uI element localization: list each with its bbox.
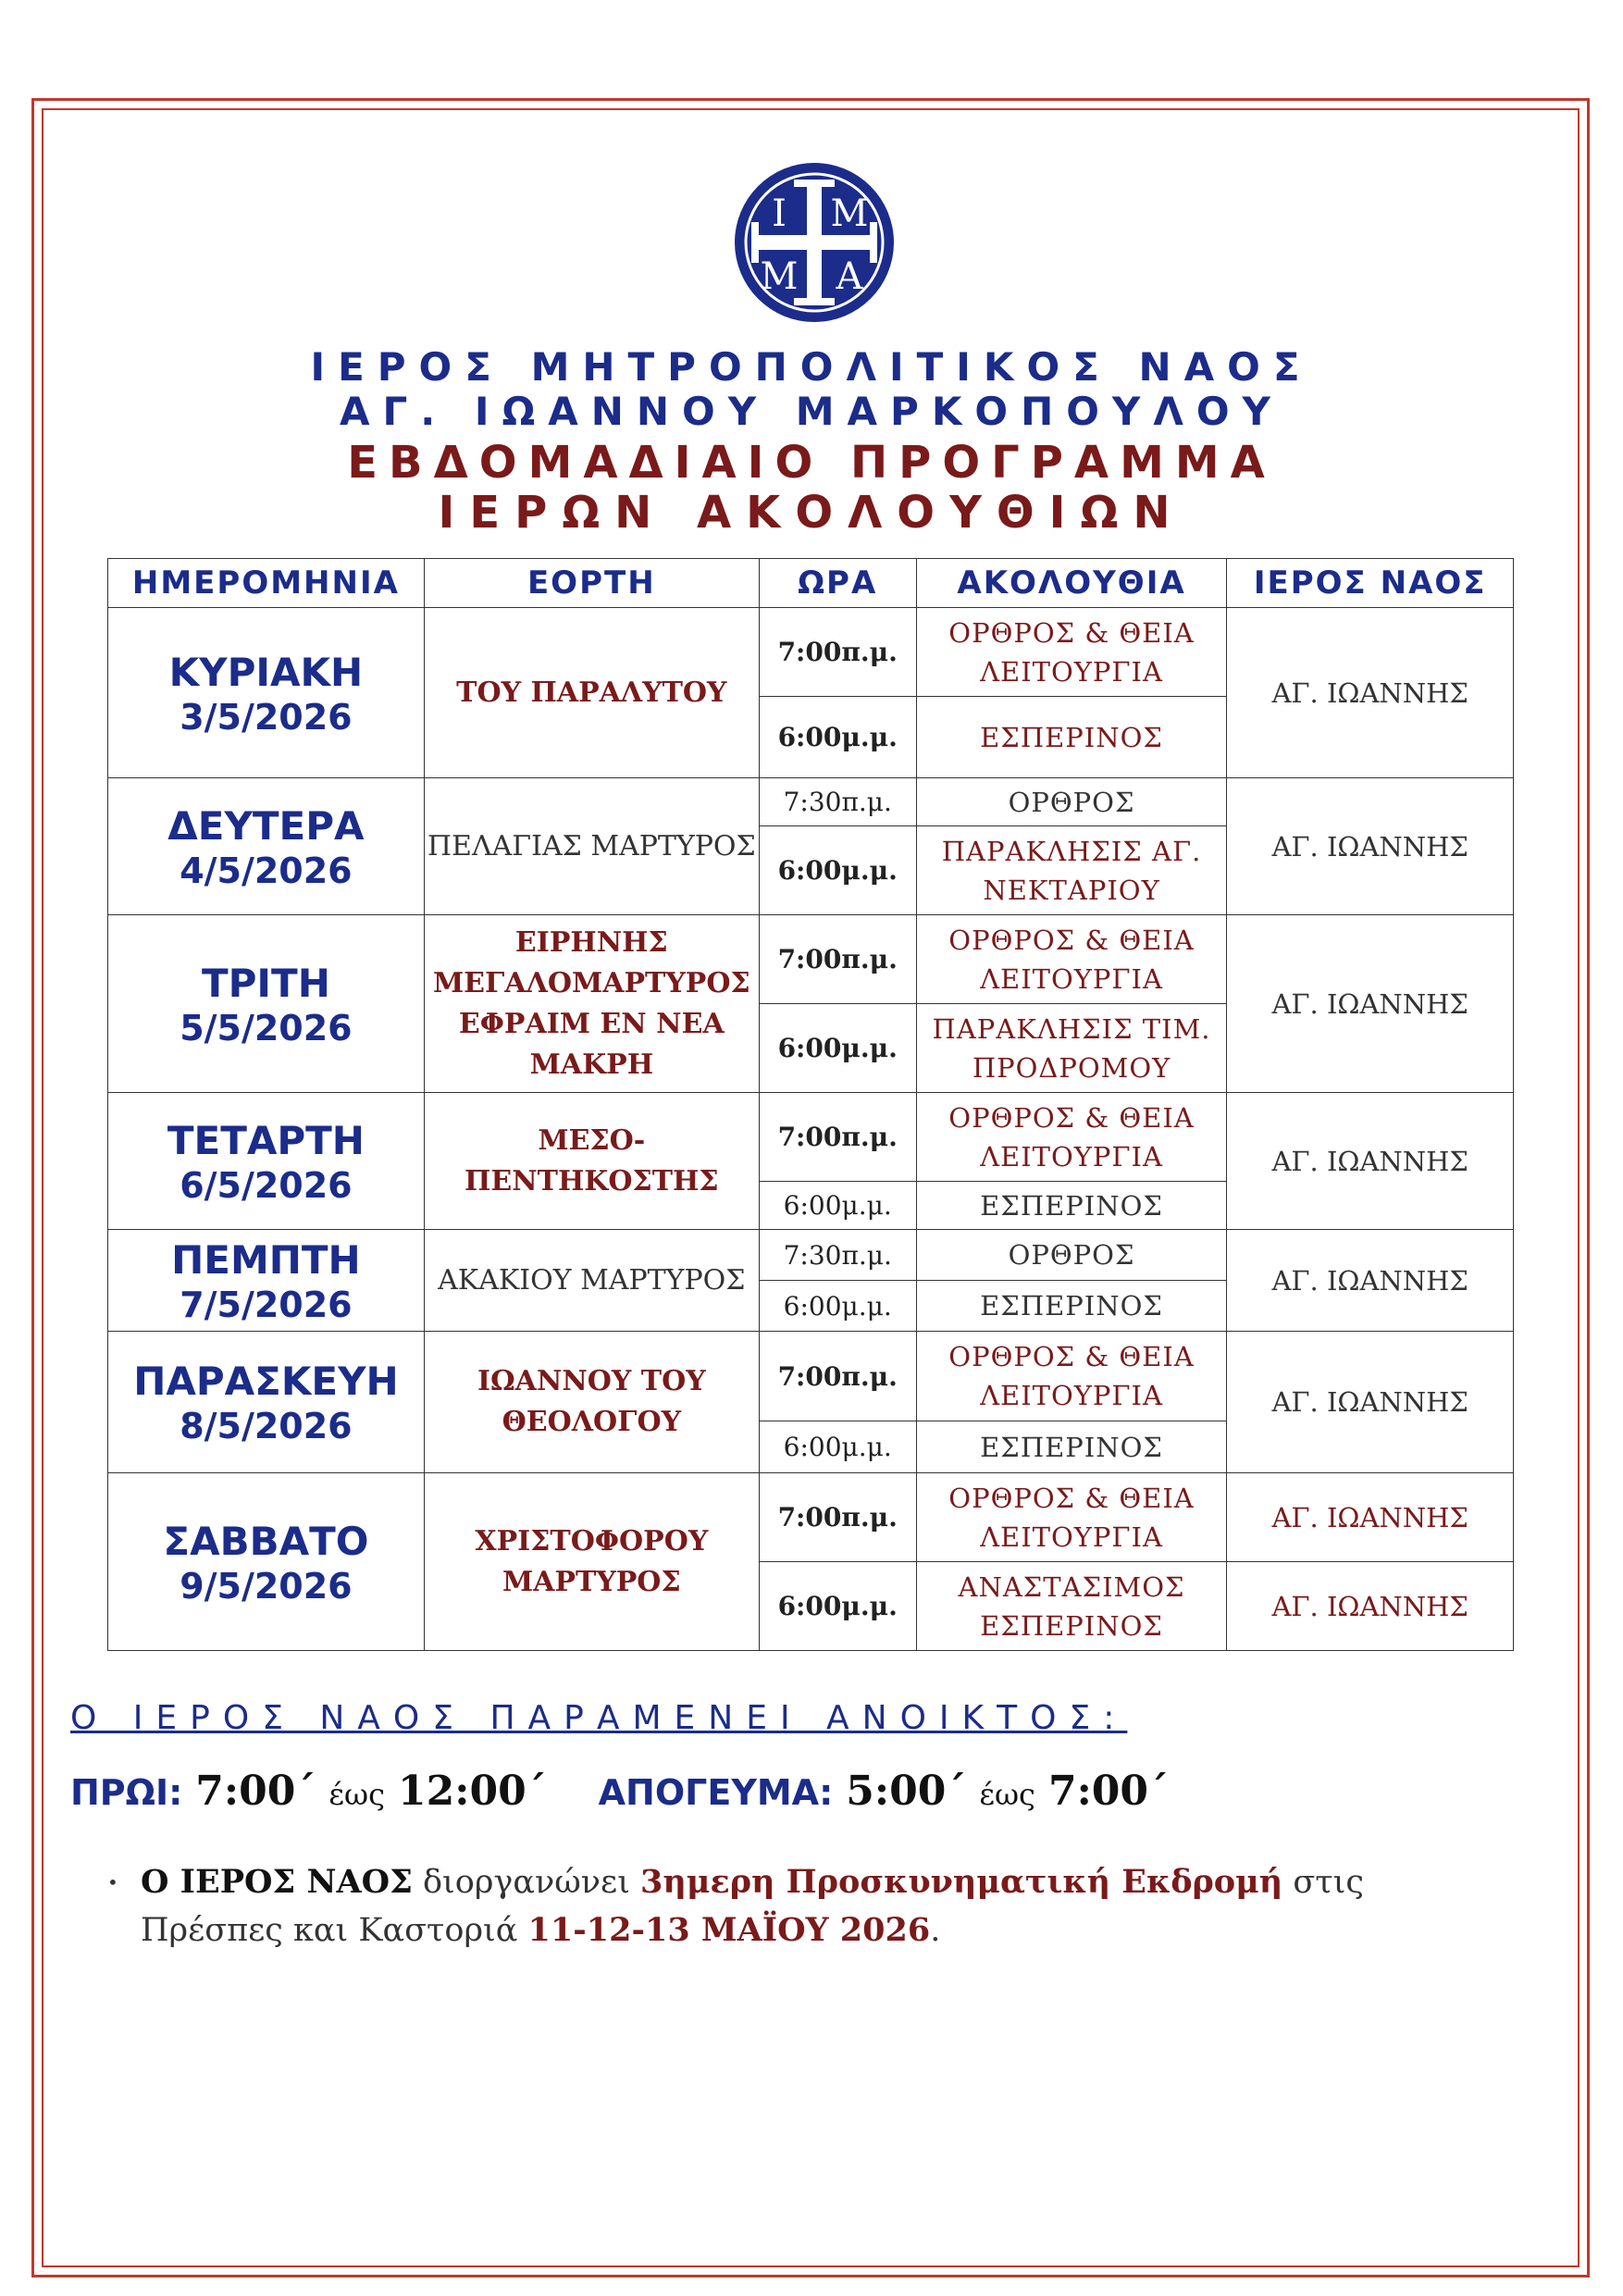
header-line-4: ΙΕΡΩΝ ΑΚΟΛΟΥΘΙΩΝ <box>438 487 1185 539</box>
service-time: 6:00μ.μ. <box>759 826 916 915</box>
col-header-service: ΑΚΟΛΟΥΘΙΑ <box>916 559 1227 608</box>
church-cell: ΑΓ. ΙΩΑΝΝΗΣ <box>1227 915 1514 1093</box>
header-line-2: ΑΓ. ΙΩΑΝΝΟΥ ΜΑΡΚΟΠΟΥΛΟΥ <box>340 389 1283 434</box>
day-date: 3/5/2026 <box>180 696 353 738</box>
col-header-time: ΩΡΑ <box>759 559 916 608</box>
announcement-part: 3ημερη Προσκυνηματική Εκδρομή <box>640 1863 1283 1901</box>
service-time: 7:30π.μ. <box>759 778 916 826</box>
church-cell: ΑΓ. ΙΩΑΝΝΗΣ <box>1227 778 1514 915</box>
table-row <box>108 915 1514 1004</box>
service-time: 7:00π.μ. <box>759 1473 916 1562</box>
service-name: ΕΣΠΕΡΙΝΟΣ <box>916 1182 1227 1230</box>
announcement <box>107 1858 1514 1955</box>
service-name: ΠΑΡΑΚΛΗΣΙΣ ΤΙΜ. ΠΡΟΔΡΟΜΟΥ <box>916 1004 1227 1093</box>
church-logo <box>731 159 898 326</box>
day-name: ΔΕΥΤΕΡΑ <box>167 802 365 849</box>
morning-to-word: έως <box>328 1777 385 1812</box>
col-header-date: ΗΜΕΡΟΜΗΝΙΑ <box>108 559 425 608</box>
service-time: 7:30π.μ. <box>759 1230 916 1281</box>
service-name: ΟΡΘΡΟΣ & ΘΕΙΑ ΛΕΙΤΟΥΡΓΙΑ <box>916 608 1227 697</box>
announcement-part: 11-12-13 ΜΑΪΟΥ 2026 <box>527 1911 931 1949</box>
morning-label: ΠΡΩΙ: <box>70 1772 183 1813</box>
announcement-part: στις Πρέσπες και Καστοριά <box>141 1864 1364 1949</box>
feast-cell: ΜΕΣΟ- ΠΕΝΤΗΚΟΣΤΗΣ <box>424 1093 759 1230</box>
service-name: ΟΡΘΡΟΣ <box>916 1230 1227 1281</box>
feast-cell: ΙΩΑΝΝΟΥ ΤΟΥ ΘΕΟΛΟΓΟΥ <box>424 1332 759 1473</box>
announcement-part: . <box>930 1912 941 1949</box>
feast-cell: ΧΡΙΣΤΟΦΟΡΟΥ ΜΑΡΤΥΡΟΣ <box>424 1473 759 1651</box>
day-date: 7/5/2026 <box>180 1284 353 1325</box>
logo-letter: Μ <box>760 255 799 298</box>
opening-hours-line <box>70 1768 1169 1815</box>
table-row <box>108 778 1514 826</box>
church-cell: ΑΓ. ΙΩΑΝΝΗΣ <box>1227 1562 1514 1651</box>
feast-cell: ΠΕΛΑΓΙΑΣ ΜΑΡΤΥΡΟΣ <box>424 778 759 915</box>
day-name: ΤΡΙΤΗ <box>201 960 330 1006</box>
afternoon-to-word: έως <box>979 1777 1035 1812</box>
table-header-row <box>108 559 1514 608</box>
service-time: 6:00μ.μ. <box>759 1562 916 1651</box>
service-time: 7:00π.μ. <box>759 1093 916 1182</box>
table-row <box>108 1230 1514 1281</box>
day-name: ΤΕΤΑΡΤΗ <box>167 1117 365 1163</box>
service-time: 6:00μ.μ. <box>759 697 916 778</box>
col-header-feast: ΕΟΡΤΗ <box>424 559 759 608</box>
header-line-1: ΙΕΡΟΣ ΜΗΤΡΟΠΟΛΙΤΙΚΟΣ ΝΑΟΣ <box>310 344 1313 390</box>
day-date: 4/5/2026 <box>180 850 353 891</box>
header-line-3: ΕΒΔΟΜΑΔΙΑΙΟ ΠΡΟΓΡΑΜΜΑ <box>347 437 1276 489</box>
service-name: ΟΡΘΡΟΣ & ΘΕΙΑ ΛΕΙΤΟΥΡΓΙΑ <box>916 1332 1227 1421</box>
table-row <box>108 608 1514 697</box>
service-time: 6:00μ.μ. <box>759 1421 916 1473</box>
service-name: ΟΡΘΡΟΣ & ΘΕΙΑ ΛΕΙΤΟΥΡΓΙΑ <box>916 1473 1227 1562</box>
day-date: 9/5/2026 <box>180 1565 353 1607</box>
service-time: 7:00π.μ. <box>759 608 916 697</box>
day-cell <box>108 608 425 778</box>
service-name: ΑΝΑΣΤΑΣΙΜΟΣ ΕΣΠΕΡΙΝΟΣ <box>916 1562 1227 1651</box>
day-name: ΠΑΡΑΣΚΕΥΗ <box>133 1359 399 1404</box>
bullet-icon: • <box>107 1871 118 1893</box>
morning-to: 12:00΄ <box>397 1768 547 1815</box>
service-time: 7:00π.μ. <box>759 915 916 1004</box>
service-time: 6:00μ.μ. <box>759 1182 916 1230</box>
afternoon-from: 5:00΄ <box>846 1768 967 1815</box>
service-name: ΕΣΠΕΡΙΝΟΣ <box>916 1281 1227 1332</box>
church-cell: ΑΓ. ΙΩΑΝΝΗΣ <box>1227 1332 1514 1473</box>
table-row <box>108 1332 1514 1421</box>
logo-letter: Ι <box>772 192 787 235</box>
service-name: ΟΡΘΡΟΣ & ΘΕΙΑ ΛΕΙΤΟΥΡΓΙΑ <box>916 1093 1227 1182</box>
opening-hours-title: Ο ΙΕΡΟΣ ΝΑΟΣ ΠΑΡΑΜΕΝΕΙ ΑΝΟΙΚΤΟΣ: <box>70 1699 1128 1737</box>
service-time: 6:00μ.μ. <box>759 1004 916 1093</box>
afternoon-label: ΑΠΟΓΕΥΜΑ: <box>598 1772 834 1813</box>
day-cell <box>108 1230 425 1332</box>
church-cell: ΑΓ. ΙΩΑΝΝΗΣ <box>1227 1230 1514 1332</box>
day-date: 5/5/2026 <box>180 1007 353 1049</box>
church-cell: ΑΓ. ΙΩΑΝΝΗΣ <box>1227 1473 1514 1562</box>
church-cell: ΑΓ. ΙΩΑΝΝΗΣ <box>1227 608 1514 778</box>
day-cell <box>108 778 425 915</box>
service-time: 6:00μ.μ. <box>759 1281 916 1332</box>
day-name: ΣΑΒΒΑΤΟ <box>163 1518 369 1564</box>
logo-letter: Μ <box>830 192 869 235</box>
feast-cell: ΑΚΑΚΙΟΥ ΜΑΡΤΥΡΟΣ <box>424 1230 759 1332</box>
day-cell <box>108 1093 425 1230</box>
service-name: ΟΡΘΡΟΣ & ΘΕΙΑ ΛΕΙΤΟΥΡΓΙΑ <box>916 915 1227 1004</box>
day-cell <box>108 915 425 1093</box>
day-name: ΠΕΜΠΤΗ <box>171 1236 361 1283</box>
morning-from: 7:00΄ <box>195 1768 316 1815</box>
service-time: 7:00π.μ. <box>759 1332 916 1421</box>
day-name: ΚΥΡΙΑΚΗ <box>168 649 364 695</box>
day-date: 6/5/2026 <box>180 1164 353 1206</box>
day-cell <box>108 1473 425 1651</box>
feast-cell: ΤΟΥ ΠΑΡΑΛΥΤΟΥ <box>424 608 759 778</box>
table-row <box>108 1473 1514 1562</box>
announcement-part: διοργανώνει <box>412 1864 641 1901</box>
service-name: ΠΑΡΑΚΛΗΣΙΣ ΑΓ. ΝΕΚΤΑΡΙΟΥ <box>916 826 1227 915</box>
announcement-part: Ο ΙΕΡΟΣ ΝΑΟΣ <box>141 1863 413 1901</box>
service-name: ΕΣΠΕΡΙΝΟΣ <box>916 1421 1227 1473</box>
service-name: ΟΡΘΡΟΣ <box>916 778 1227 826</box>
church-cell: ΑΓ. ΙΩΑΝΝΗΣ <box>1227 1093 1514 1230</box>
table-row <box>108 1093 1514 1182</box>
schedule-table <box>107 558 1514 1651</box>
day-date: 8/5/2026 <box>180 1406 353 1446</box>
feast-cell: ΕΙΡΗΝΗΣ ΜΕΓΑΛΟΜΑΡΤΥΡΟΣ ΕΦΡΑΙΜ ΕΝ ΝΕΑ ΜΑΚΡΗ <box>424 915 759 1093</box>
service-name: ΕΣΠΕΡΙΝΟΣ <box>916 697 1227 778</box>
col-header-church: ΙΕΡΟΣ ΝΑΟΣ <box>1227 559 1514 608</box>
day-cell <box>108 1332 425 1473</box>
afternoon-to: 7:00΄ <box>1047 1768 1170 1815</box>
announcement-text <box>141 1858 1514 1955</box>
logo-letter: Α <box>836 255 863 298</box>
